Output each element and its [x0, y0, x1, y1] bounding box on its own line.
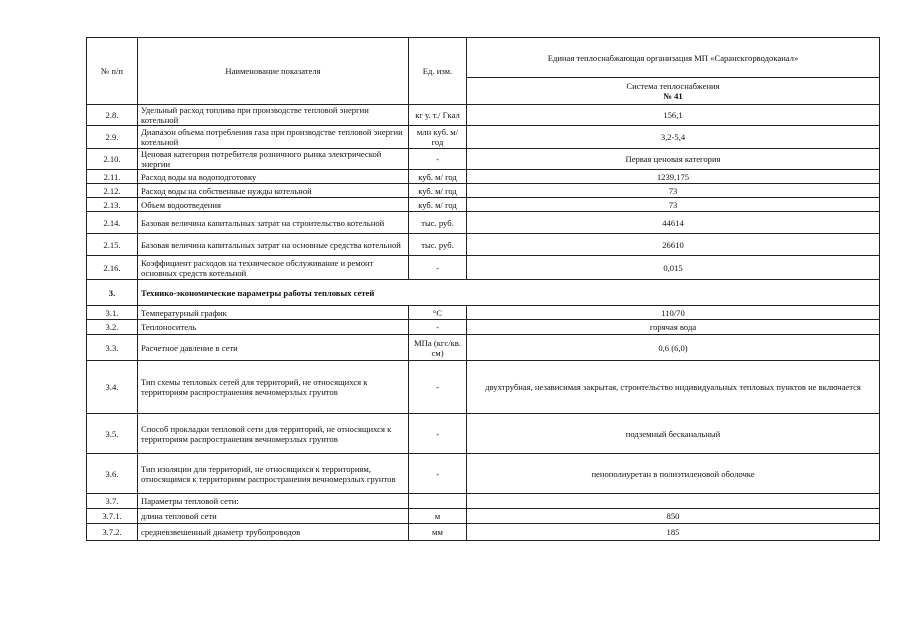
- row-number: 3.1.: [87, 306, 138, 320]
- row-value: 110/70: [467, 306, 880, 320]
- row-indicator-name: Способ прокладки тепловой сети для территорий, не относящихся к территориям распространения вечномерзлых грунтов: [138, 414, 409, 454]
- row-number: 2.8.: [87, 105, 138, 126]
- row-value: 73: [467, 198, 880, 212]
- row-number: 3.5.: [87, 414, 138, 454]
- row-number: 2.14.: [87, 212, 138, 234]
- table-row: [87, 414, 880, 454]
- row-unit: млн куб. м/год: [409, 126, 467, 149]
- row-number: 2.13.: [87, 198, 138, 212]
- row-number: 3.2.: [87, 320, 138, 335]
- row-number: 2.9.: [87, 126, 138, 149]
- row-indicator-name: Объем водоотведения: [138, 198, 409, 212]
- row-value: 185: [467, 524, 880, 541]
- row-number: 3.3.: [87, 335, 138, 361]
- row-indicator-name: Базовая величина капитальных затрат на основные средства котельной: [138, 234, 409, 256]
- system-label: Система теплоснабжения: [626, 81, 720, 91]
- row-unit: -: [409, 149, 467, 170]
- table-row: [87, 494, 880, 509]
- row-value: 0,015: [467, 256, 880, 280]
- row-indicator-name: Базовая величина капитальных затрат на строительство котельной: [138, 212, 409, 234]
- row-value: 0,6 (6,0): [467, 335, 880, 361]
- row-indicator-name: Температурный график: [138, 306, 409, 320]
- row-number: 3.7.: [87, 494, 138, 509]
- row-unit: -: [409, 361, 467, 414]
- row-number: 2.10.: [87, 149, 138, 170]
- row-unit: МПа (кгс/кв. см): [409, 335, 467, 361]
- table-row: [87, 361, 880, 414]
- row-number: 2.12.: [87, 184, 138, 198]
- row-indicator-name: Теплоноситель: [138, 320, 409, 335]
- row-indicator-name: Расход воды на водоподготовку: [138, 170, 409, 184]
- row-value: двухтрубная, независимая закрытая, строительство индивидуальных тепловых пунктов не включается: [467, 361, 880, 414]
- row-unit: кг у. т./ Гкал: [409, 105, 467, 126]
- table-header-row: [87, 38, 880, 78]
- row-unit: мм: [409, 524, 467, 541]
- row-number: 2.16.: [87, 256, 138, 280]
- table-row: [87, 320, 880, 335]
- row-number: 3.7.2.: [87, 524, 138, 541]
- table-row: [87, 170, 880, 184]
- row-value: 3,2-5,4: [467, 126, 880, 149]
- header-num: № п/п: [87, 38, 138, 105]
- section-title: Технико-экономические параметры работы тепловых сетей: [138, 280, 880, 306]
- row-number: 3.6.: [87, 454, 138, 494]
- table-row: [87, 105, 880, 126]
- row-indicator-name: Тип изоляции для территорий, не относящихся к территориям, относящимся к территориям распространения вечномерзлых грунтов: [138, 454, 409, 494]
- row-unit: тыс. руб.: [409, 234, 467, 256]
- table-row: [87, 212, 880, 234]
- row-value: [467, 494, 880, 509]
- table-row: [87, 149, 880, 170]
- row-number: 3.: [87, 280, 138, 306]
- row-value: горячая вода: [467, 320, 880, 335]
- row-indicator-name: Тип схемы тепловых сетей для территорий, не относящихся к территориям распространения вечномерзлых грунтов: [138, 361, 409, 414]
- row-unit: куб. м/ год: [409, 170, 467, 184]
- header-system: [467, 78, 880, 105]
- row-indicator-name: Параметры тепловой сети:: [138, 494, 409, 509]
- row-indicator-name: Диапазон объема потребления газа при производстве тепловой энергии котельной: [138, 126, 409, 149]
- table-row: [87, 198, 880, 212]
- table-row: [87, 306, 880, 320]
- section-row: [87, 280, 880, 306]
- row-indicator-name: средневзвешенный диаметр трубопроводов: [138, 524, 409, 541]
- row-number: 3.7.1.: [87, 509, 138, 524]
- row-value: 850: [467, 509, 880, 524]
- table-row: [87, 184, 880, 198]
- row-value: 156,1: [467, 105, 880, 126]
- row-unit: тыс. руб.: [409, 212, 467, 234]
- indicator-table: [86, 37, 880, 541]
- table-row: [87, 234, 880, 256]
- row-value: 73: [467, 184, 880, 198]
- row-unit: -: [409, 256, 467, 280]
- indicator-table-page: [86, 37, 879, 541]
- system-number: № 41: [663, 91, 683, 101]
- row-unit: куб. м/ год: [409, 198, 467, 212]
- row-unit: -: [409, 454, 467, 494]
- row-indicator-name: Удельный расход топлива при производстве тепловой энергии котельной: [138, 105, 409, 126]
- table-row: [87, 524, 880, 541]
- header-organization: Единая теплоснабжающая организация МП «Саранскгорводоканал»: [467, 38, 880, 78]
- row-number: 2.15.: [87, 234, 138, 256]
- row-unit: [409, 494, 467, 509]
- table-row: [87, 335, 880, 361]
- row-unit: куб. м/ год: [409, 184, 467, 198]
- table-row: [87, 126, 880, 149]
- row-indicator-name: Коэффициент расходов на техническое обслуживание и ремонт основных средств котельной: [138, 256, 409, 280]
- row-value: 44614: [467, 212, 880, 234]
- table-row: [87, 454, 880, 494]
- row-unit: -: [409, 414, 467, 454]
- row-indicator-name: Ценовая категория потребителя розничного рынка электрической энергии: [138, 149, 409, 170]
- header-unit: Ед. изм.: [409, 38, 467, 105]
- row-value: 26610: [467, 234, 880, 256]
- row-unit: °С: [409, 306, 467, 320]
- table-row: [87, 256, 880, 280]
- row-value: 1239,175: [467, 170, 880, 184]
- table-row: [87, 509, 880, 524]
- header-name: Наименование показателя: [138, 38, 409, 105]
- row-value: Первая ценовая категория: [467, 149, 880, 170]
- row-value: подземный бесканальный: [467, 414, 880, 454]
- row-unit: м: [409, 509, 467, 524]
- row-number: 3.4.: [87, 361, 138, 414]
- row-indicator-name: Расход воды на собственные нужды котельной: [138, 184, 409, 198]
- row-number: 2.11.: [87, 170, 138, 184]
- row-value: пенополиуретан в полиэтиленовой оболочке: [467, 454, 880, 494]
- row-unit: -: [409, 320, 467, 335]
- row-indicator-name: длина тепловой сети: [138, 509, 409, 524]
- row-indicator-name: Расчетное давление в сети: [138, 335, 409, 361]
